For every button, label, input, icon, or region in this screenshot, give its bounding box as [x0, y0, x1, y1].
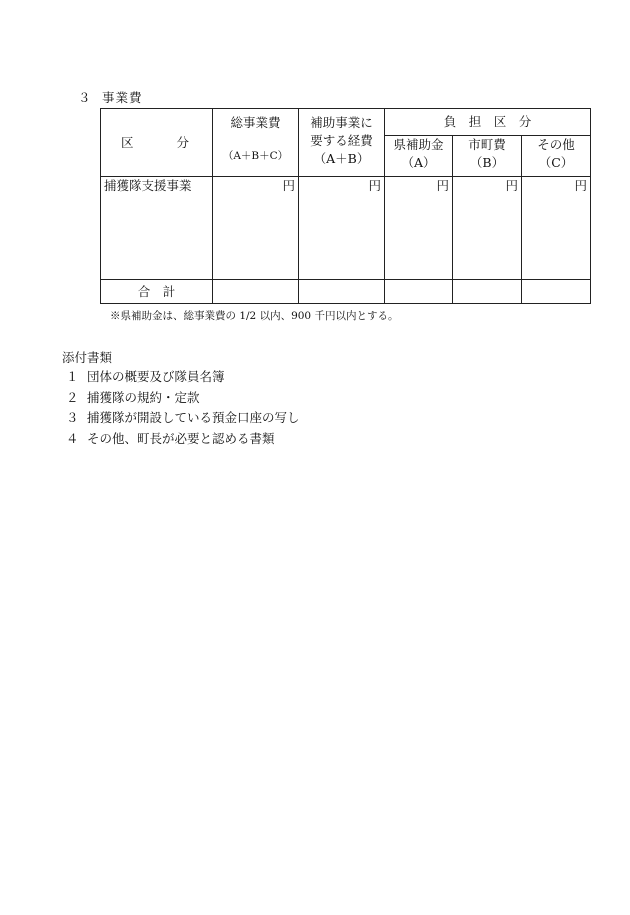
attachments-list: [62, 367, 300, 449]
pref-subsidy-total-cell: [385, 280, 453, 304]
list-item-text: 捕獲隊が開設している預金口座の写し: [87, 410, 300, 425]
town-cost-total-cell: [453, 280, 522, 304]
list-item: [62, 429, 300, 450]
list-item-text: 団体の概要及び隊員名簿: [87, 369, 225, 384]
table-row: [101, 177, 591, 280]
list-item: [62, 367, 300, 388]
subsidy-target-formula: （A＋B）: [313, 151, 370, 166]
list-item: [62, 388, 300, 409]
pref-subsidy-code: （A）: [401, 155, 436, 170]
pref-subsidy-label: 県補助金: [393, 137, 444, 152]
pref-subsidy-cell: 円: [385, 177, 453, 280]
list-item-number: ２: [66, 389, 79, 405]
town-cost-cell: 円: [453, 177, 522, 280]
list-item-number: ４: [66, 430, 79, 446]
list-item-number: ３: [66, 410, 79, 425]
kubun-header-char-2: 分: [176, 134, 189, 150]
section-label: 事業費: [102, 90, 143, 105]
kubun-header-char-1: 区: [121, 134, 134, 150]
budget-table: [100, 108, 591, 304]
total-label: 合 計: [101, 280, 213, 304]
other-header: [522, 136, 591, 177]
total-cost-total-cell: [213, 280, 299, 304]
town-cost-code: （B）: [469, 155, 505, 170]
subsidy-target-total-cell: [299, 280, 385, 304]
subsidy-target-header: [299, 109, 385, 177]
section-number: ３: [78, 90, 92, 105]
total-row: [101, 280, 591, 304]
attachments-title: 添付書類: [62, 350, 113, 365]
subsidy-target-cell: 円: [299, 177, 385, 280]
other-cell: 円: [522, 177, 591, 280]
total-cost-header: [213, 109, 299, 177]
list-item: [62, 408, 300, 429]
subsidy-target-label-1: 補助事業に: [310, 115, 373, 130]
pref-subsidy-header: [385, 136, 453, 177]
town-cost-label: 市町費: [468, 137, 506, 152]
total-cost-cell: 円: [213, 177, 299, 280]
list-item-text: その他、町長が必要と認める書類: [87, 430, 275, 446]
total-cost-formula: （A＋B＋C）: [222, 150, 289, 162]
total-cost-label: 総事業費: [230, 115, 281, 130]
kubun-header: [101, 109, 213, 177]
town-cost-header: [453, 136, 522, 177]
other-label: その他: [537, 137, 575, 152]
list-item-text: 捕獲隊の規約・定款: [87, 389, 200, 405]
subsidy-target-label-2: 要する経費: [310, 133, 373, 148]
burden-header: 負 担 区 分: [385, 109, 591, 136]
other-code: （C）: [538, 155, 574, 170]
other-total-cell: [522, 280, 591, 304]
subsidy-note: ※県補助金は、総事業費の 1/2 以内、900 千円以内とする。: [110, 310, 399, 322]
list-item-number: １: [66, 369, 79, 384]
section-title: [78, 88, 143, 106]
row-label: 捕獲隊支援事業: [101, 177, 213, 280]
